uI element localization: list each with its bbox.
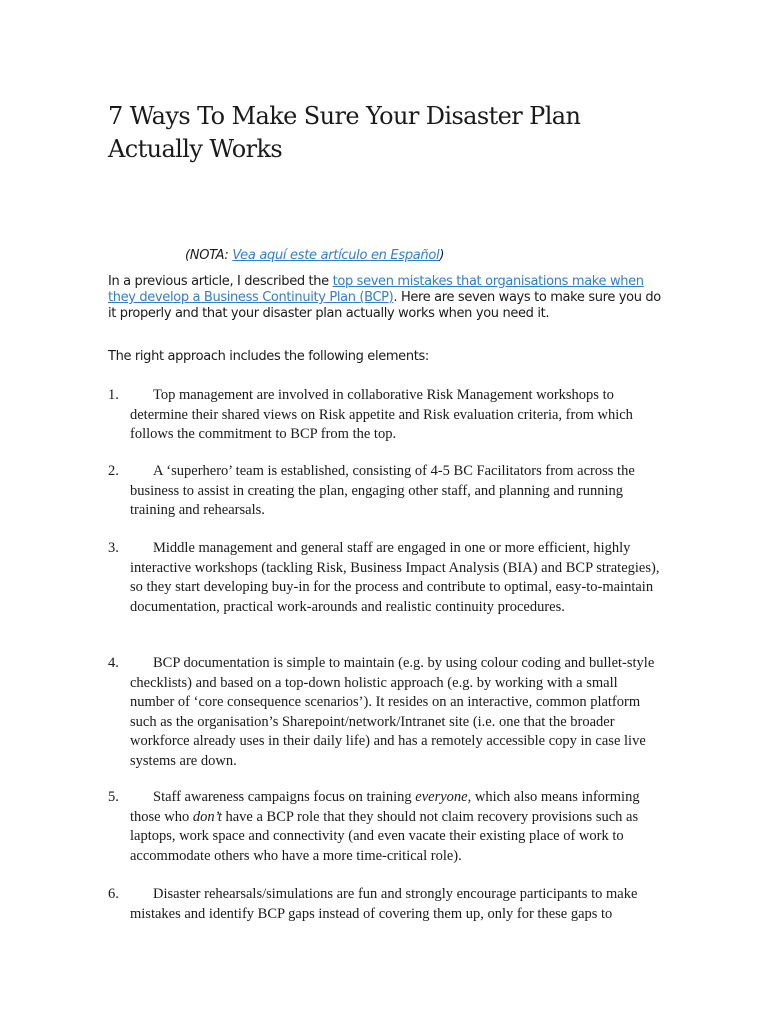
nota-line: [185, 247, 444, 264]
emphasis-dont: don’t: [192, 808, 222, 825]
list-item-text-part: have a BCP role that they should not claim recovery provisions such as laptops, work space and connectivity (and even vacate their existing place of work to accommodate others who have a more time-critical role).: [130, 808, 639, 864]
list-item-number: 6.: [108, 886, 119, 902]
previous-article-link[interactable]: top seven mistakes that organisations make when they develop a Business Continuity Plan (BCP): [108, 274, 644, 305]
list-item-text: Top management are involved in collaborative Risk Management workshops to determine their shared views on Risk appetite and Risk evaluation criteria, from which follows the commitment to BCP from the top.: [130, 387, 633, 442]
list-item-number: 5.: [108, 789, 119, 805]
approach-paragraph: The right approach includes the following elements:: [108, 349, 429, 364]
list-item-text: Middle management and general staff are engaged in one or more efficient, highly interactive workshops (tackling Risk, Business Impact Analysis (BIA) and BCP strategies), so they start developing buy-in for the process and contribute to optimal, easy-to-maintain documentation, practical work-arounds and realistic continuity procedures.: [130, 540, 660, 615]
list-item-number: 2.: [108, 463, 119, 479]
list-item-5: [108, 788, 664, 866]
list-item-2: [108, 462, 664, 521]
list-item-number: 3.: [108, 540, 119, 556]
list-item-text: BCP documentation is simple to maintain (e.g. by using colour coding and bullet-style checklists) and based on a top-down holistic approach (e.g. by working with a small number of ‘core consequence scenarios’). It resides on an interactive, common platform such as the organisation’s Sharepoint/network/Intranet site (i.e. one that the broader workforce already uses in their daily life) and has a remotely accessible copy in case live systems are down.: [130, 655, 655, 769]
list-item-text: Disaster rehearsals/simulations are fun and strongly encourage participants to make mistakes and identify BCP gaps instead of covering them up, only for these gaps to: [130, 886, 638, 922]
nota-prefix: (NOTA:: [185, 248, 233, 263]
intro-before-link: In a previous article, I described the: [108, 274, 333, 289]
intro-paragraph: [108, 274, 664, 322]
nota-suffix: ): [439, 248, 445, 263]
list-item-4: [108, 654, 664, 771]
list-item-text-part: , which also means informing those who: [130, 789, 640, 825]
intro-after-link: . Here are seven ways to make sure you do it properly and that your disaster plan actually works when you need it.: [108, 290, 661, 321]
list-item-text: A ‘superhero’ team is established, consisting of 4-5 BC Facilitators from across the business to assist in creating the plan, engaging other staff, and planning and running training and rehearsals.: [130, 463, 635, 518]
list-item-number: 1.: [108, 387, 119, 403]
spanish-article-link[interactable]: Vea aquí este artículo en Español: [232, 248, 440, 263]
list-item-3: [108, 539, 664, 617]
list-item-6: [108, 885, 664, 924]
list-item-text: [130, 788, 664, 866]
list-item-text-part: Staff awareness campaigns focus on training: [153, 789, 416, 805]
emphasis-everyone: everyone: [415, 789, 468, 805]
article-title: 7 Ways To Make Sure Your Disaster Plan Actually Works: [108, 102, 581, 163]
list-item-number: 4.: [108, 655, 119, 671]
list-item-1: [108, 386, 664, 445]
